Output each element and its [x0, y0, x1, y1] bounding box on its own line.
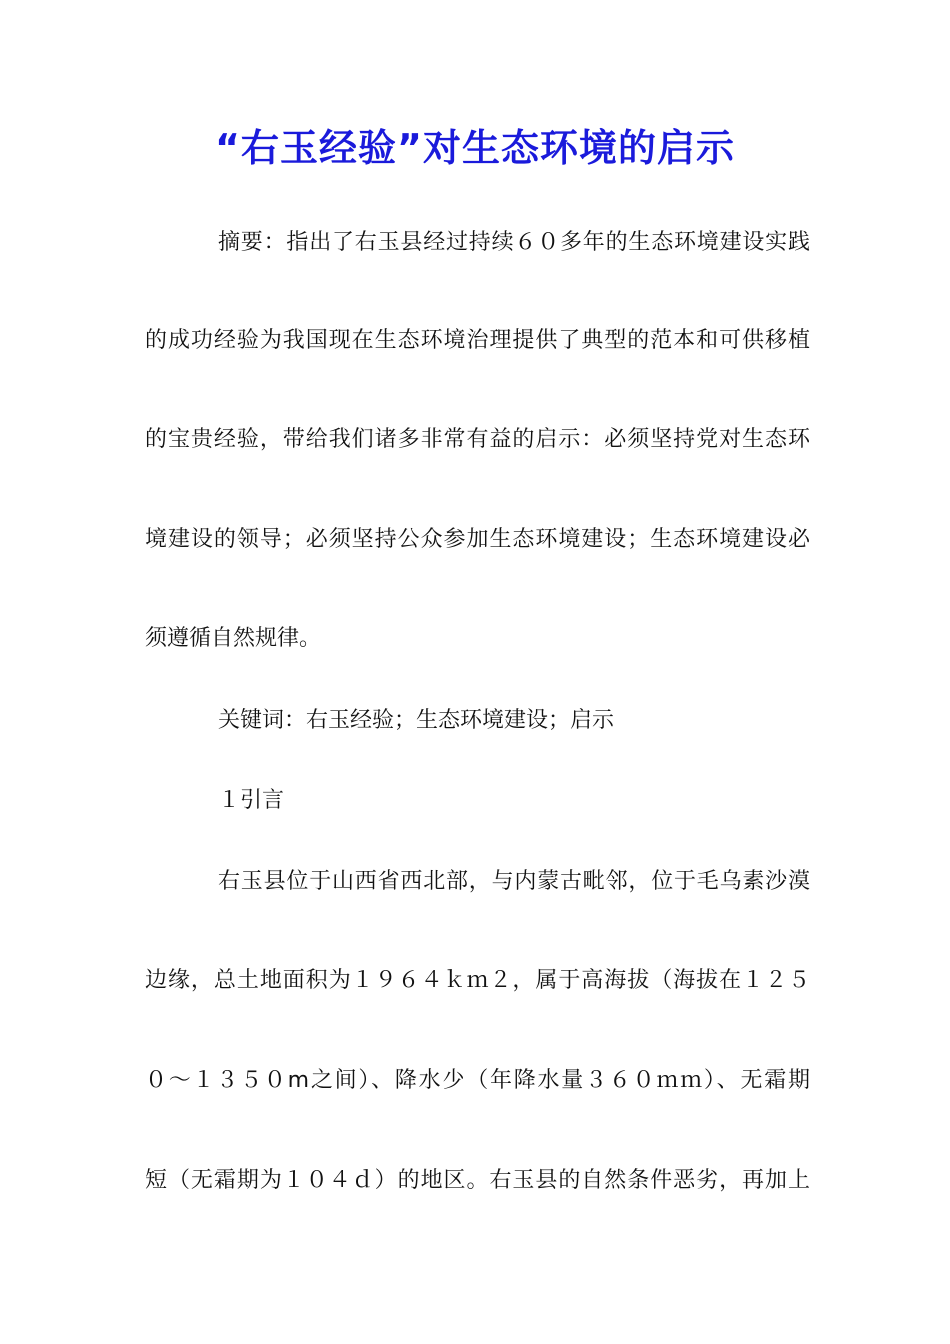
abstract-line: 的宝贵经验，带给我们诸多非常有益的启示：必须坚持党对生态环 — [145, 427, 810, 452]
abstract-line: 境建设的领导；必须坚持公众参加生态环境建设；生态环境建设必 — [145, 527, 810, 552]
document-title: “右玉经验”对生态环境的启示 — [215, 126, 735, 170]
body-line: 右玉县位于山西省西北部，与内蒙古毗邻，位于毛乌素沙漠 — [218, 869, 810, 894]
abstract-line: 摘要：指出了右玉县经过持续６０多年的生态环境建设实践 — [218, 230, 810, 255]
keywords-line: 关键词：右玉经验；生态环境建设；启示 — [218, 708, 615, 733]
abstract-line: 的成功经验为我国现在生态环境治理提供了典型的范本和可供移植 — [145, 328, 810, 353]
body-line: 短（无霜期为１０４ｄ）的地区。右玉县的自然条件恶劣，再加上 — [145, 1168, 810, 1193]
body-line: ０～１３５０m之间）、降水少（年降水量３６０ｍｍ）、无霜期 — [145, 1068, 810, 1093]
abstract-line: 须遵循自然规律。 — [145, 626, 322, 651]
section-heading: １引言 — [218, 788, 285, 813]
body-line: 边缘，总土地面积为１９６４ｋｍ２，属于高海拔（海拔在１２５ — [145, 968, 810, 993]
